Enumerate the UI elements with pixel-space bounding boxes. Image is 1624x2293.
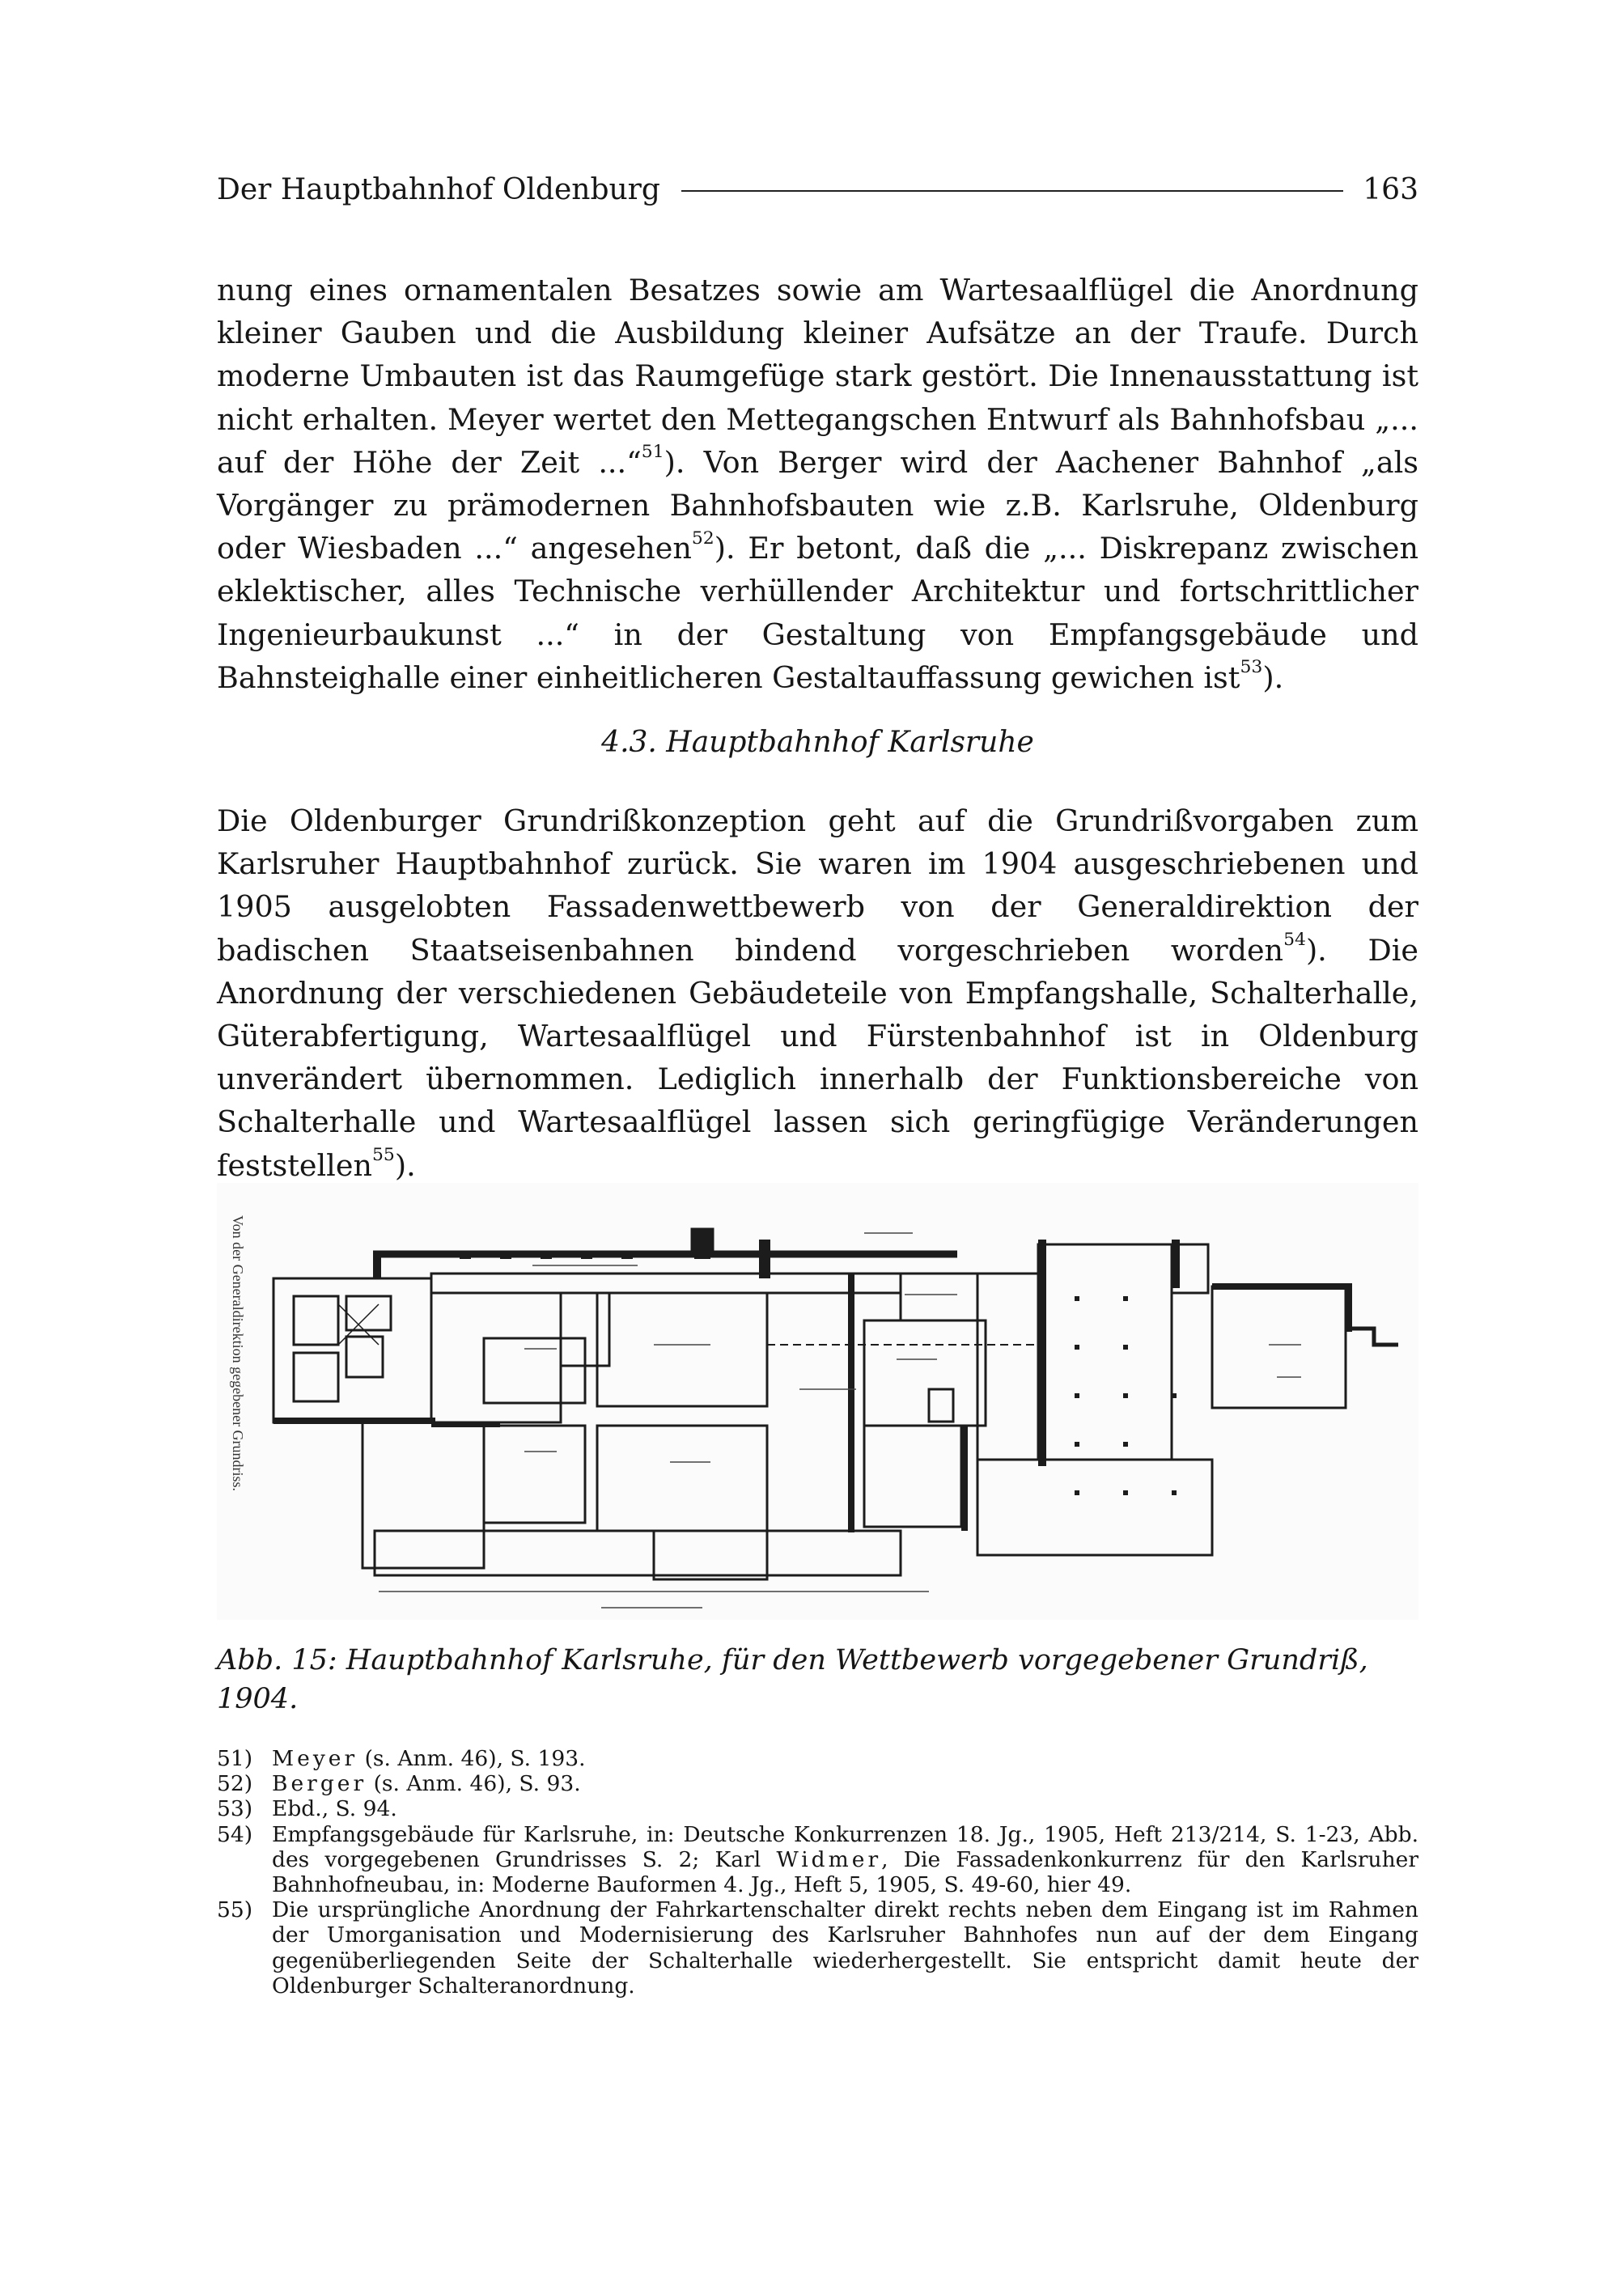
footnote-reference: , Die Fassadenkonkurrenz für den Karlsruher Bahnhofneubau, in: Moderne Bauformen 4. Jg., Heft 5, 1905, S. 49-60, hier 49. (272, 1846, 1418, 1898)
footnote-52 (217, 1771, 1418, 1796)
figure-side-credit: Von der Generaldirektion gegebener Grundriss. (230, 1215, 246, 1492)
page-number: 163 (1363, 172, 1418, 206)
footnote-reference: (s. Anm. 46), S. 93. (367, 1771, 581, 1797)
header-rule (681, 190, 1343, 192)
footnote-text (272, 1746, 1418, 1771)
paragraph-text: ). (1262, 659, 1284, 695)
footnotes (217, 1746, 1418, 1998)
footnote-text: Ebd., S. 94. (272, 1796, 397, 1822)
footnote-51 (217, 1746, 1418, 1771)
footnote-reference: Empfangsgebäude für Karlsruhe, in: Deutsche Konkurrenzen 18. Jg., 1905, Heft 213/214, S. 1-23, Abb. des vorgegebenen Grundrisses S. 2; Karl (272, 1821, 1418, 1872)
paragraph-continued (217, 269, 1418, 699)
paragraph-text: Die Oldenburger Grundrißkonzeption geht auf die Grundrißvorgaben zum Karlsruher Hauptbahnhof zurück. Sie waren im 1904 ausgeschriebenen und 1905 ausgelobten Fassadenwettbewerb von der Generaldirektion der badischen Staatseisenbahnen bindend vorgeschrieben worden (217, 803, 1418, 968)
paragraph-text: ). (394, 1147, 416, 1183)
footnote-number: 53) (217, 1796, 253, 1822)
footnote-ref[interactable]: 51 (641, 442, 664, 463)
footnote-text (272, 1771, 1418, 1796)
footnote-text (272, 1822, 1418, 1898)
running-header (217, 167, 1418, 212)
paragraph-text: ). Er betont, daß die „... Diskrepanz zwischen eklektischer, alles Technische verhüllender Architektur und fortschrittlicher Ingenieurbaukunst ...“ in der Gestaltung von Empfangsgebäude und Bahnsteighalle einer einheitlicheren Gestaltauffassung gewichen ist (217, 531, 1418, 695)
paragraph-text: ). Die Anordnung der verschiedenen Gebäudeteile von Empfangshalle, Schalterhalle, Güterabfertigung, Wartesaalflügel und Fürstenbahnhof ist in Oldenburg unverändert übernommen. Lediglich innerhalb der Funktionsbereiche von Schalterhalle und Wartesaalflügel lassen sich geringfügige Veränderungen feststellen (217, 932, 1419, 1183)
footnote-number: 52) (217, 1771, 253, 1797)
footnote-54 (217, 1822, 1418, 1898)
footnote-53 (217, 1796, 1418, 1821)
figure-caption: Abb. 15: Hauptbahnhof Karlsruhe, für den Wettbewerb vorgegebener Grundriß, 1904. (217, 1644, 1368, 1715)
footnote-text: Die ursprüngliche Anordnung der Fahrkartenschalter direkt rechts neben dem Eingang ist im Rahmen der Umorganisation und Modernisierung des Karlsruher Bahnhofes nun auf der dem Eingang gegenüberliegenden Seite der Schalterhalle wiederhergestellt. Sie entspricht damit heute der Oldenburger Schalteranordnung. (272, 1897, 1418, 1998)
footnote-number: 51) (217, 1746, 253, 1771)
floor-plan-figure (217, 1183, 1418, 1620)
footnote-reference: (s. Anm. 46), S. 193. (358, 1746, 586, 1771)
footnote-number: 54) (217, 1821, 253, 1847)
section-heading: 4.3. Hauptbahnhof Karlsruhe (601, 726, 1034, 759)
footnote-ref[interactable]: 52 (691, 528, 714, 549)
footnote-author: Meyer (272, 1746, 358, 1771)
floor-plan-drawing (217, 1183, 1418, 1620)
paragraph-text: nung eines ornamentalen Besatzes sowie am Wartesaalflügel die Anordnung kleiner Gauben und die Ausbildung kleiner Aufsätze an der Traufe. Durch moderne Umbauten ist das Raumgefüge stark gestört. Die Innenausstattung ist nicht erhalten. Meyer wertet den Mettegangschen Entwurf als Bahnhofsbau „... auf der Höhe der Zeit ...“ (217, 273, 1418, 480)
footnote-author: Widmer (776, 1846, 882, 1872)
running-title: Der Hauptbahnhof Oldenburg (217, 172, 660, 206)
paragraph-karlsruhe (217, 799, 1418, 1187)
footnote-55 (217, 1897, 1418, 1998)
footnote-ref[interactable]: 53 (1240, 657, 1263, 678)
footnote-ref[interactable]: 55 (371, 1145, 395, 1165)
footnote-ref[interactable]: 54 (1283, 929, 1306, 950)
footnote-author: Berger (272, 1771, 367, 1797)
footnote-number: 55) (217, 1897, 253, 1923)
paragraph-text: ). Von Berger wird der Aachener Bahnhof „als Vorgänger zu prämodernen Bahnhofsbauten wie z.B. Karlsruhe, Oldenburg oder Wiesbaden ...“ angesehen (217, 444, 1418, 566)
figure-background (217, 1183, 1418, 1620)
